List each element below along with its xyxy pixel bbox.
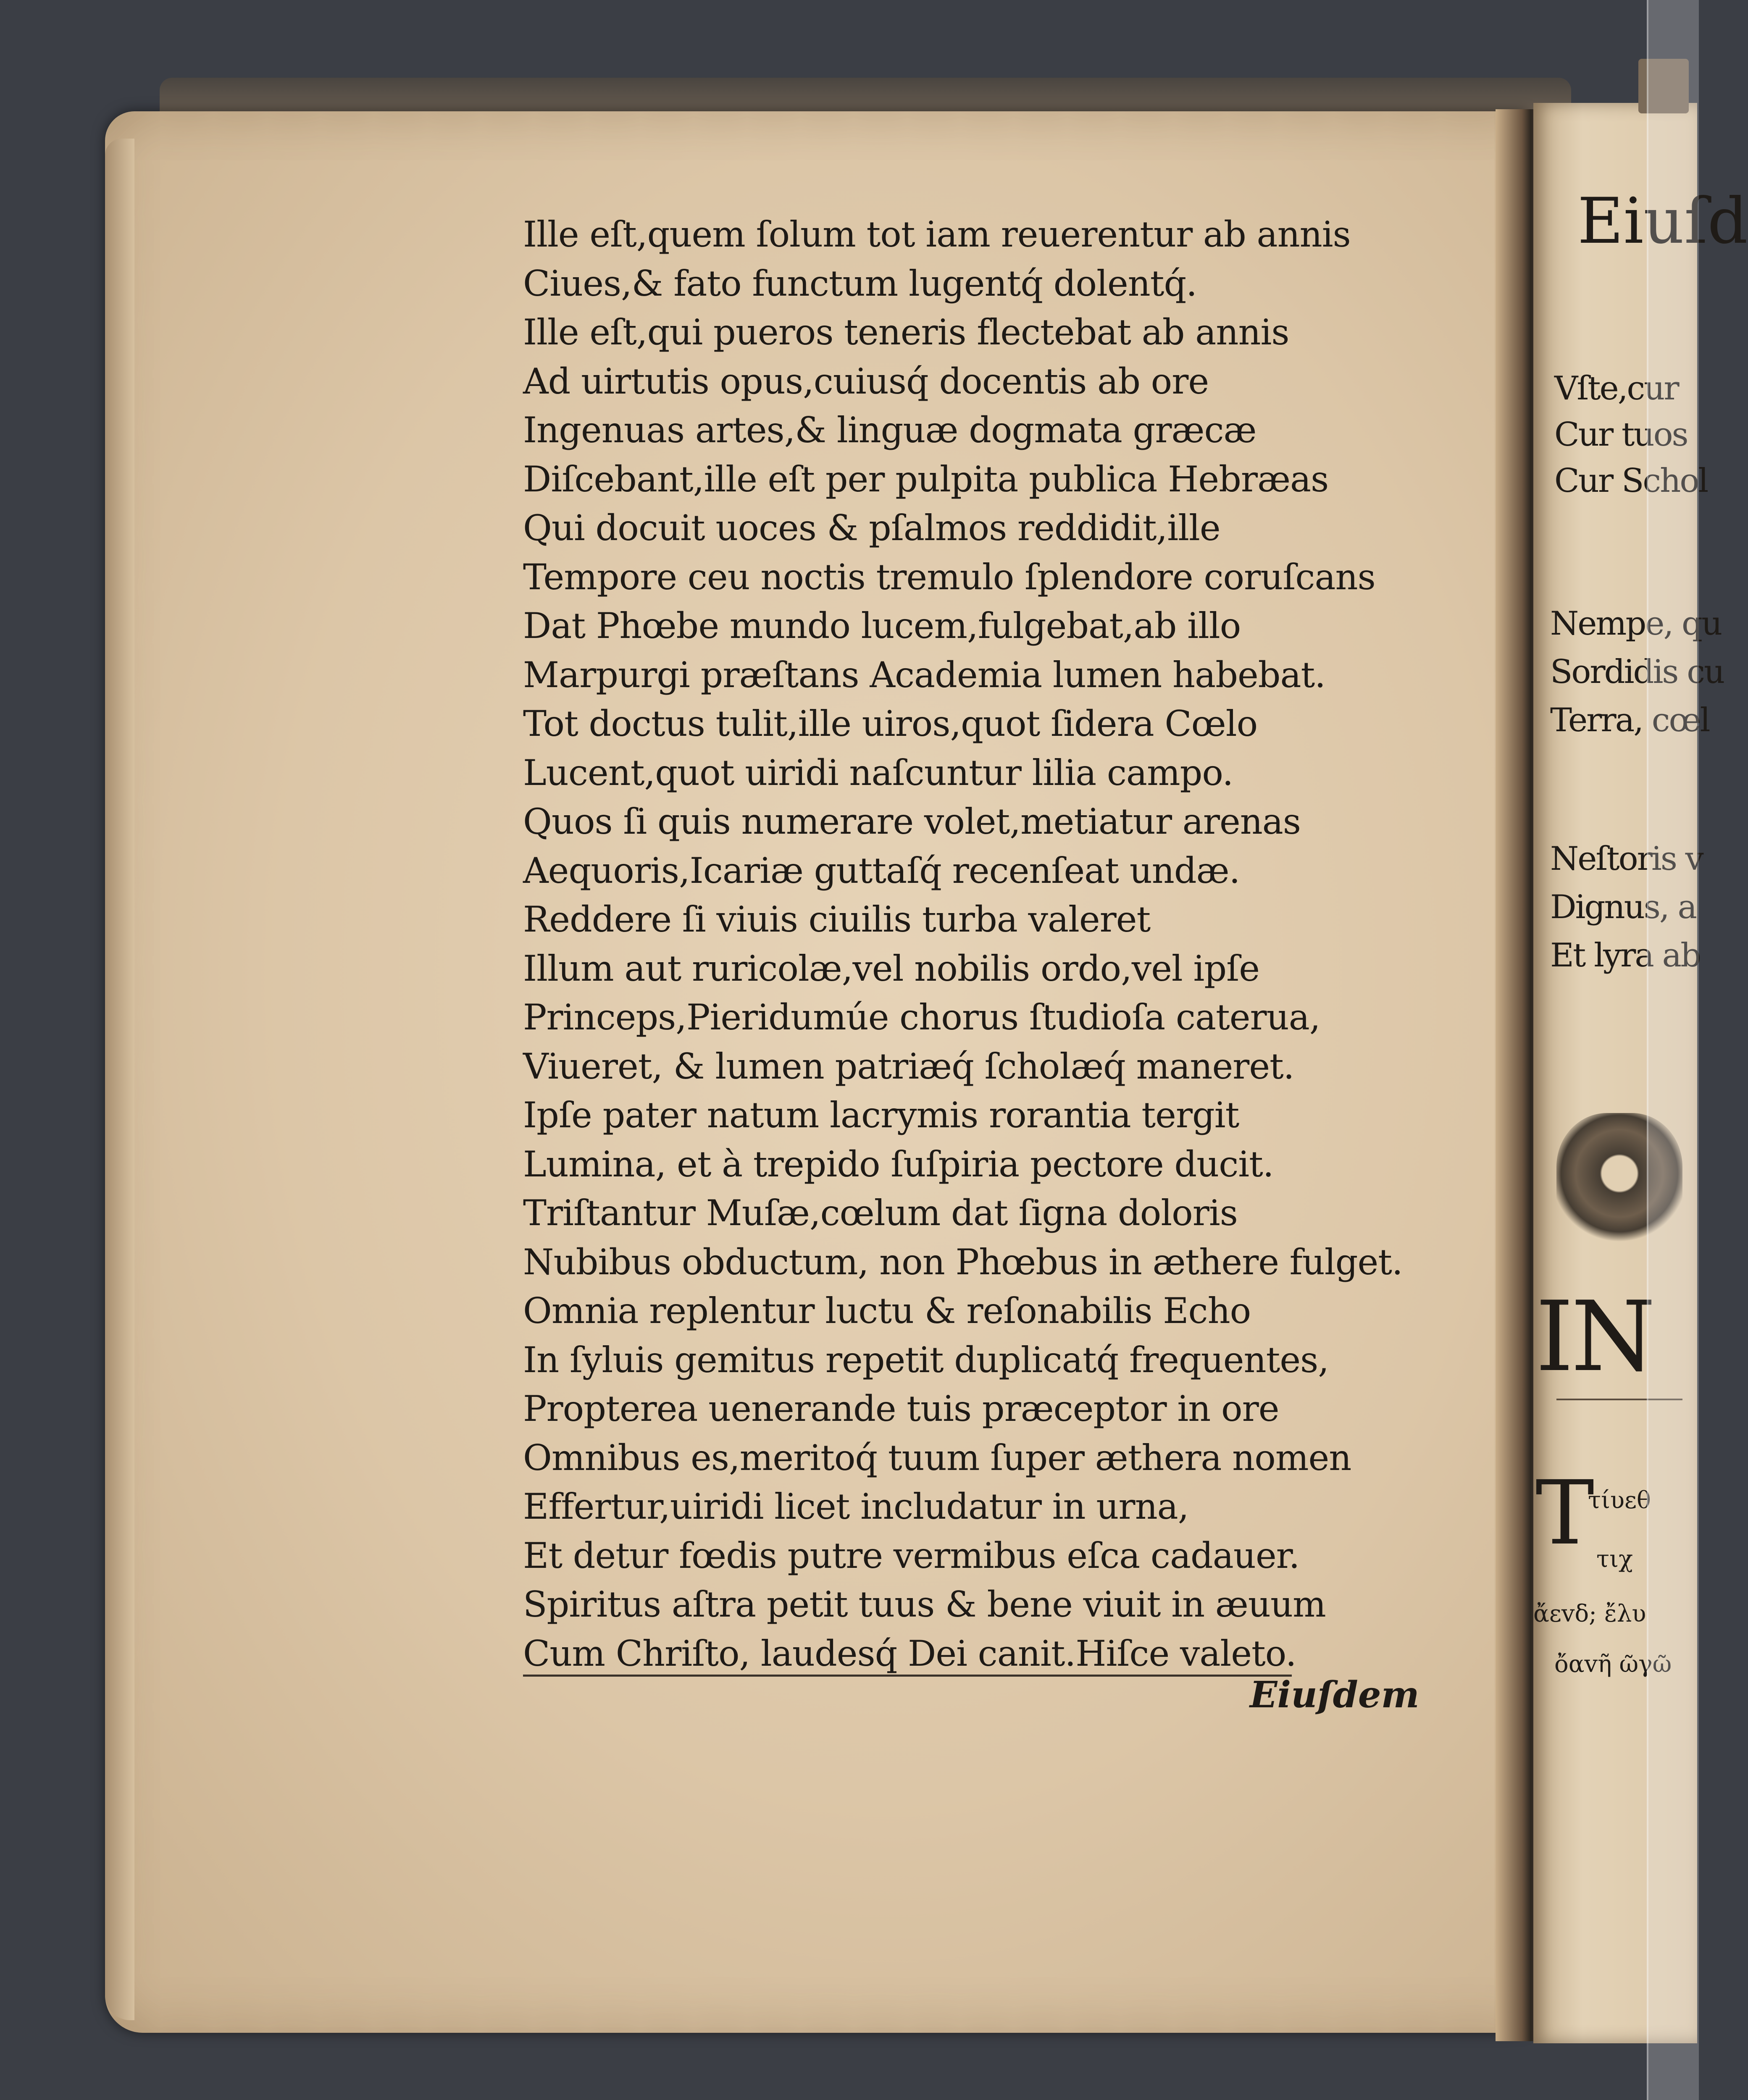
poem-line: Qui docuit uoces & pſalmos reddidit,ille [523,507,1220,549]
poem-line: Diſcebant,ille eſt per pulpita publica Hebræas [523,458,1329,500]
poem-line: Ad uirtutis opus,cuiusq́ docentis ab ore [523,360,1209,402]
poem-line: Marpurgi præſtans Academia lumen habebat. [523,654,1325,696]
poem-line: Ipſe pater natum lacrymis rorantia tergit [523,1095,1239,1136]
facing-page-line: Nempe, qu [1550,605,1722,643]
poem-line: Viueret, & lumen patriæq́ ſcholæq́ maneret. [523,1045,1294,1087]
facing-page-line: Cur Schol [1554,462,1708,500]
facing-page-heading: IN [1535,1281,1653,1393]
poem-line: Ille eſt,quem ſolum tot iam reuerentur ab annis [523,214,1351,255]
facing-page-line: Sordidis cu [1550,653,1724,691]
poem-line: Ille eſt,qui pueros teneris flectebat ab annis [523,312,1289,353]
poem-line: Tempore ceu noctis tremulo ſplendore coruſcans [523,556,1375,598]
poem-line: Effertur,uiridi licet includatur in urna, [523,1486,1189,1527]
facing-page-greek: ἄεvδ; ἔλυ [1533,1600,1646,1628]
poem-line: Spiritus aſtra petit tuus & bene viuit in æuum [523,1584,1326,1625]
poem-line: In ſyluis gemitus repetit duplicatq́ frequentes, [523,1339,1329,1381]
poem-line: Illum aut ruricolæ,vel nobilis ordo,vel ipſe [523,948,1259,989]
poem-line: Omnia replentur luctu & reſonabilis Echo [523,1290,1251,1331]
poem-line: Princeps,Pieridumúe chorus ſtudioſa caterua, [523,997,1320,1038]
facing-page-initial: T [1535,1462,1595,1564]
poem-line: Nubibus obductum, non Phœbus in æthere fulget. [523,1241,1403,1283]
facing-page-line: Cur tuos [1554,416,1688,454]
facing-page-line: Vſte,cur [1554,370,1678,407]
catchword: Eiuſdem [1250,1674,1419,1716]
poem-line: Reddere ſi viuis ciuilis turba valeret [523,899,1151,940]
facing-page-greek: τίυεθ [1588,1487,1651,1514]
poem-line: Omnibus es,meritoq́ tuum ſuper æthera nomen [523,1437,1351,1478]
poem-text [523,210,1405,1677]
poem-line: Aequoris,Icariæ guttaſq́ recenſeat undæ. [523,850,1240,891]
facing-page-greek: τιχ [1596,1546,1633,1573]
glass-strip [1647,0,1699,2100]
facing-page-greek: ὄαvῆ ῶγῶ [1554,1651,1672,1678]
poem-line: Cum Chriſto, laudesq́ Dei canit.Hiſce valeto. [523,1629,1292,1677]
poem-line: Triſtantur Muſæ,cœlum dat ſigna doloris [523,1192,1238,1234]
poem-line: Dat Phœbe mundo lucem,fulgebat,ab illo [523,605,1241,646]
poem-line: Quos ſi quis numerare volet,metiatur arenas [523,801,1301,842]
page-fore-edge [105,139,134,2020]
facing-page-line: Et lyra ab [1550,937,1701,974]
facing-page-title: Eiuſd [1577,185,1748,258]
poem-line: Et detur fœdis putre vermibus eſca cadauer. [523,1535,1300,1576]
facing-page-line: Terra, cœl [1550,701,1709,739]
facing-page-line: Dignus, a [1550,888,1696,926]
poem-line: Lucent,quot uiridi naſcuntur lilia campo. [523,752,1233,793]
poem-line: Ingenuas artes,& linguæ dogmata græcæ [523,410,1256,451]
poem-line: Ciues,& fato functum lugentq́ dolentq́. [523,262,1197,304]
facing-page-line: Neſtoris v [1550,840,1703,878]
poem-line: Tot doctus tulit,ille uiros,quot ſidera Cœlo [523,703,1258,744]
poem-line: Lumina, et à trepido ſuſpiria pectore ducit. [523,1143,1274,1185]
poem-line: Propterea uenerande tuis præceptor in ore [523,1388,1279,1429]
